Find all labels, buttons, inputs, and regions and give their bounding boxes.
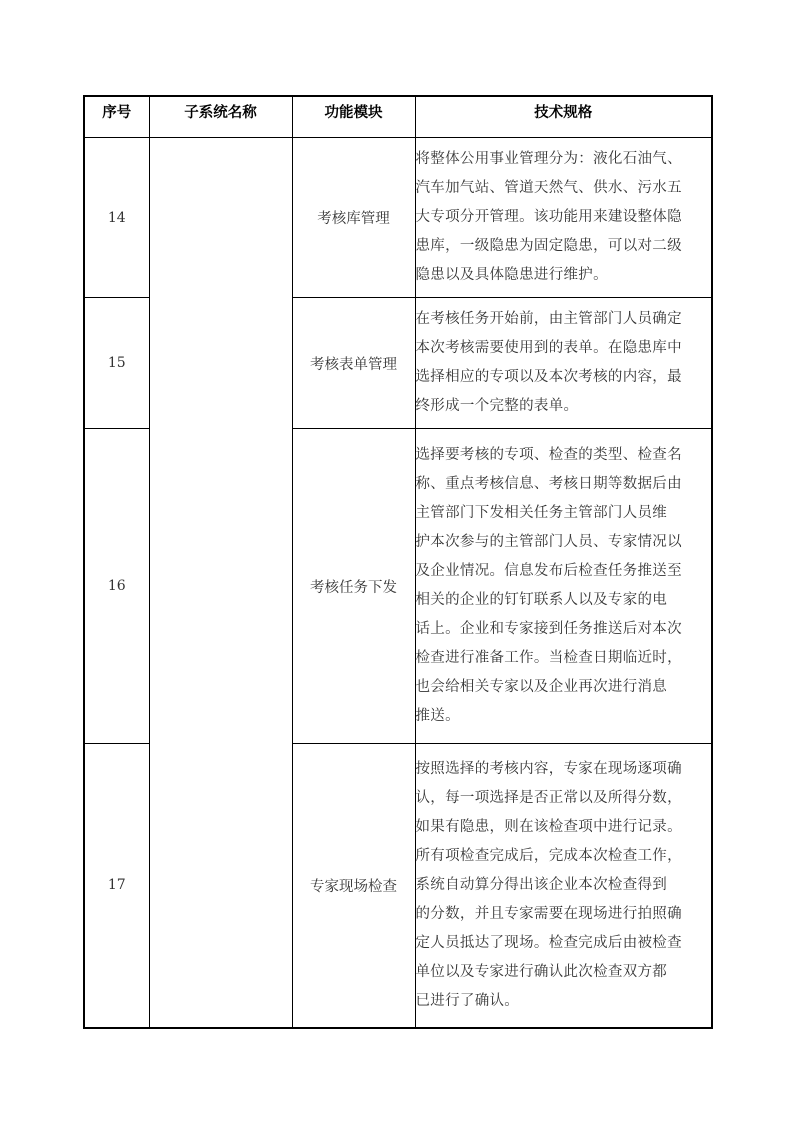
spec-line: 系统自动算分得出该企业本次检查得到 — [415, 876, 668, 893]
spec-line: 已进行了确认。 — [415, 992, 520, 1009]
spec-line: 本次考核需要使用到的表单。在隐患库中 — [415, 340, 682, 356]
spec-line: 定人员抵达了现场。检查完成后由被检查 — [415, 934, 682, 951]
spec-line: 在考核任务开始前，由主管部门人员确定 — [415, 311, 682, 327]
spec-line: 按照选择的考核内容，专家在现场逐项确 — [415, 760, 682, 777]
row-spec — [415, 429, 712, 744]
header-subsystem-name: 子系统名称 — [149, 96, 292, 138]
spec-line: 也会给相关专家以及企业再次进行消息 — [415, 679, 668, 695]
row-spec — [415, 138, 712, 298]
spec-line: 如果有隐患，则在该检查项中进行记录。 — [415, 818, 682, 835]
header-index: 序号 — [84, 96, 149, 138]
spec-line: 护本次参与的主管部门人员、专家情况以 — [415, 534, 682, 550]
spec-line: 主管部门下发相关任务主管部门人员维 — [415, 505, 668, 521]
row-index: 14 — [84, 138, 149, 298]
row-module: 考核库管理 — [292, 138, 415, 298]
spec-line: 将整体公用事业管理分为：液化石油气、 — [415, 151, 682, 167]
header-technical-spec: 技术规格 — [415, 96, 712, 138]
spec-line: 推送。 — [415, 708, 460, 724]
row-spec — [415, 298, 712, 429]
row-module: 专家现场检查 — [292, 744, 415, 1028]
spec-table — [83, 95, 713, 1029]
row-index: 15 — [84, 298, 149, 429]
table-row — [84, 138, 712, 298]
spec-line: 大专项分开管理。该功能用来建设整体隐 — [415, 209, 682, 225]
spec-line: 终形成一个完整的表单。 — [415, 398, 579, 414]
row-module: 考核表单管理 — [292, 298, 415, 429]
spec-line: 称、重点考核信息、考核日期等数据后由 — [415, 476, 682, 492]
row-spec — [415, 744, 712, 1028]
spec-line: 选择相应的专项以及本次考核的内容，最 — [415, 369, 682, 385]
spec-line: 汽车加气站、管道天然气、供水、污水五 — [415, 180, 682, 196]
header-function-module: 功能模块 — [292, 96, 415, 138]
row-index: 17 — [84, 744, 149, 1028]
row-index: 16 — [84, 429, 149, 744]
row-module: 考核任务下发 — [292, 429, 415, 744]
spec-line: 话上。企业和专家接到任务推送后对本次 — [415, 621, 682, 637]
spec-line: 隐患以及具体隐患进行维护。 — [415, 267, 608, 283]
spec-line: 认，每一项选择是否正常以及所得分数， — [415, 789, 682, 806]
spec-line: 的分数，并且专家需要在现场进行拍照确 — [415, 905, 682, 922]
spec-line: 选择要考核的专项、检查的类型、检查名 — [415, 447, 682, 463]
spec-line: 患库，一级隐患为固定隐患，可以对二级 — [415, 238, 682, 254]
spec-line: 检查进行准备工作。当检查日期临近时， — [415, 650, 682, 666]
spec-line: 所有项检查完成后，完成本次检查工作， — [415, 847, 682, 864]
spec-line: 相关的企业的钉钉联系人以及专家的电 — [415, 592, 668, 608]
spec-line: 单位以及专家进行确认此次检查双方都 — [415, 963, 668, 980]
spec-line: 及企业情况。信息发布后检查任务推送至 — [415, 563, 682, 579]
subsystem-name-cell — [149, 138, 292, 1028]
table-header-row — [84, 96, 712, 138]
